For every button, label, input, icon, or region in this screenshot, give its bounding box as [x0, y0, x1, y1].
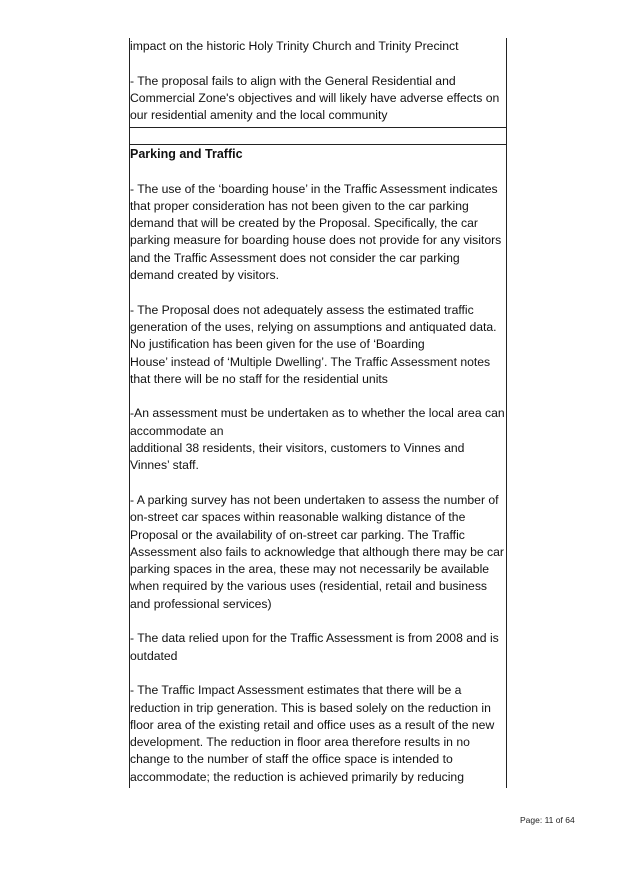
- text-line: - The use of the ‘boarding house’ in the Traffic Assessment indicates: [130, 181, 498, 196]
- text-line: Proposal or the availability of on-street car parking. The Traffic: [130, 527, 465, 542]
- paragraph: [130, 38, 508, 55]
- text-line: - The data relied upon for the Traffic Assessment is from 2008 and is: [130, 631, 499, 646]
- text-line: outdated: [130, 648, 178, 663]
- text-line: parking spaces in the area, these may not necessarily be available: [130, 562, 490, 577]
- table-divider: [130, 127, 506, 128]
- text-line: reduction in trip generation. This is based solely on the reduction in: [130, 700, 491, 715]
- paragraph: [130, 405, 508, 474]
- text-line: generation of the uses, relying on assumptions and antiquated data.: [130, 319, 497, 334]
- text-line: Assessment also fails to acknowledge that although there may be car: [130, 544, 504, 559]
- text-line: when required by the various uses (residential, retail and business: [130, 579, 488, 594]
- text-line: our residential amenity and the local community: [130, 108, 388, 123]
- text-line: - A parking survey has not been undertaken to assess the number of: [130, 492, 499, 507]
- text-line: and the Traffic Assessment does not consider the car parking: [130, 250, 460, 265]
- table-cell-top: [130, 38, 508, 124]
- text-line: - The Proposal does not adequately assess the estimated traffic: [130, 302, 474, 317]
- text-line: development. The reduction in floor area therefore results in no: [130, 735, 470, 750]
- text-line: additional 38 residents, their visitors, customers to Vinnes and: [130, 441, 465, 456]
- text-line: - The Traffic Impact Assessment estimates that there will be a: [130, 683, 462, 698]
- paragraph: [130, 682, 508, 786]
- section-heading: Parking and Traffic: [130, 147, 243, 161]
- text-line: demand created by visitors.: [130, 268, 280, 283]
- text-line: House’ instead of ‘Multiple Dwelling’. The Traffic Assessment notes: [130, 354, 491, 369]
- text-line: -An assessment must be undertaken as to whether the local area can: [130, 406, 505, 421]
- text-line: that there will be no staff for the residential units: [130, 371, 388, 386]
- text-line: - The proposal fails to align with the General Residential and: [130, 73, 456, 88]
- text-line: parking measure for boarding house does not provide for any visitors: [130, 233, 502, 248]
- text-line: Commercial Zone's objectives and will likely have adverse effects on: [130, 90, 500, 105]
- text-line: impact on the historic Holy Trinity Church and Trinity Precinct: [130, 39, 459, 53]
- text-line: and professional services): [130, 596, 272, 611]
- table-cell-parking-traffic: [130, 146, 508, 786]
- table-divider: [130, 144, 506, 145]
- page-number: Page: 11 of 64: [520, 815, 575, 825]
- paragraph: [130, 73, 508, 125]
- text-line: accommodate an: [130, 423, 224, 438]
- text-line: demand that will be created by the Proposal. Specifically, the car: [130, 216, 478, 231]
- text-line: No justification has been given for the use of ‘Boarding: [130, 337, 425, 352]
- paragraph: [130, 630, 508, 665]
- text-line: floor area of the existing retail and office uses as a result of the new: [130, 717, 495, 732]
- text-line: accommodate; the reduction is achieved primarily by reducing: [130, 769, 464, 784]
- paragraph: [130, 302, 508, 388]
- text-line: that proper consideration has not been given to the car parking: [130, 198, 469, 213]
- text-line: change to the number of staff the office space is intended to: [130, 752, 453, 767]
- text-line: on-street car spaces within reasonable walking distance of the: [130, 510, 466, 525]
- paragraph: [130, 492, 508, 613]
- text-line: Vinnes’ staff.: [130, 458, 199, 473]
- paragraph: [130, 181, 508, 285]
- submission-table: [129, 38, 507, 788]
